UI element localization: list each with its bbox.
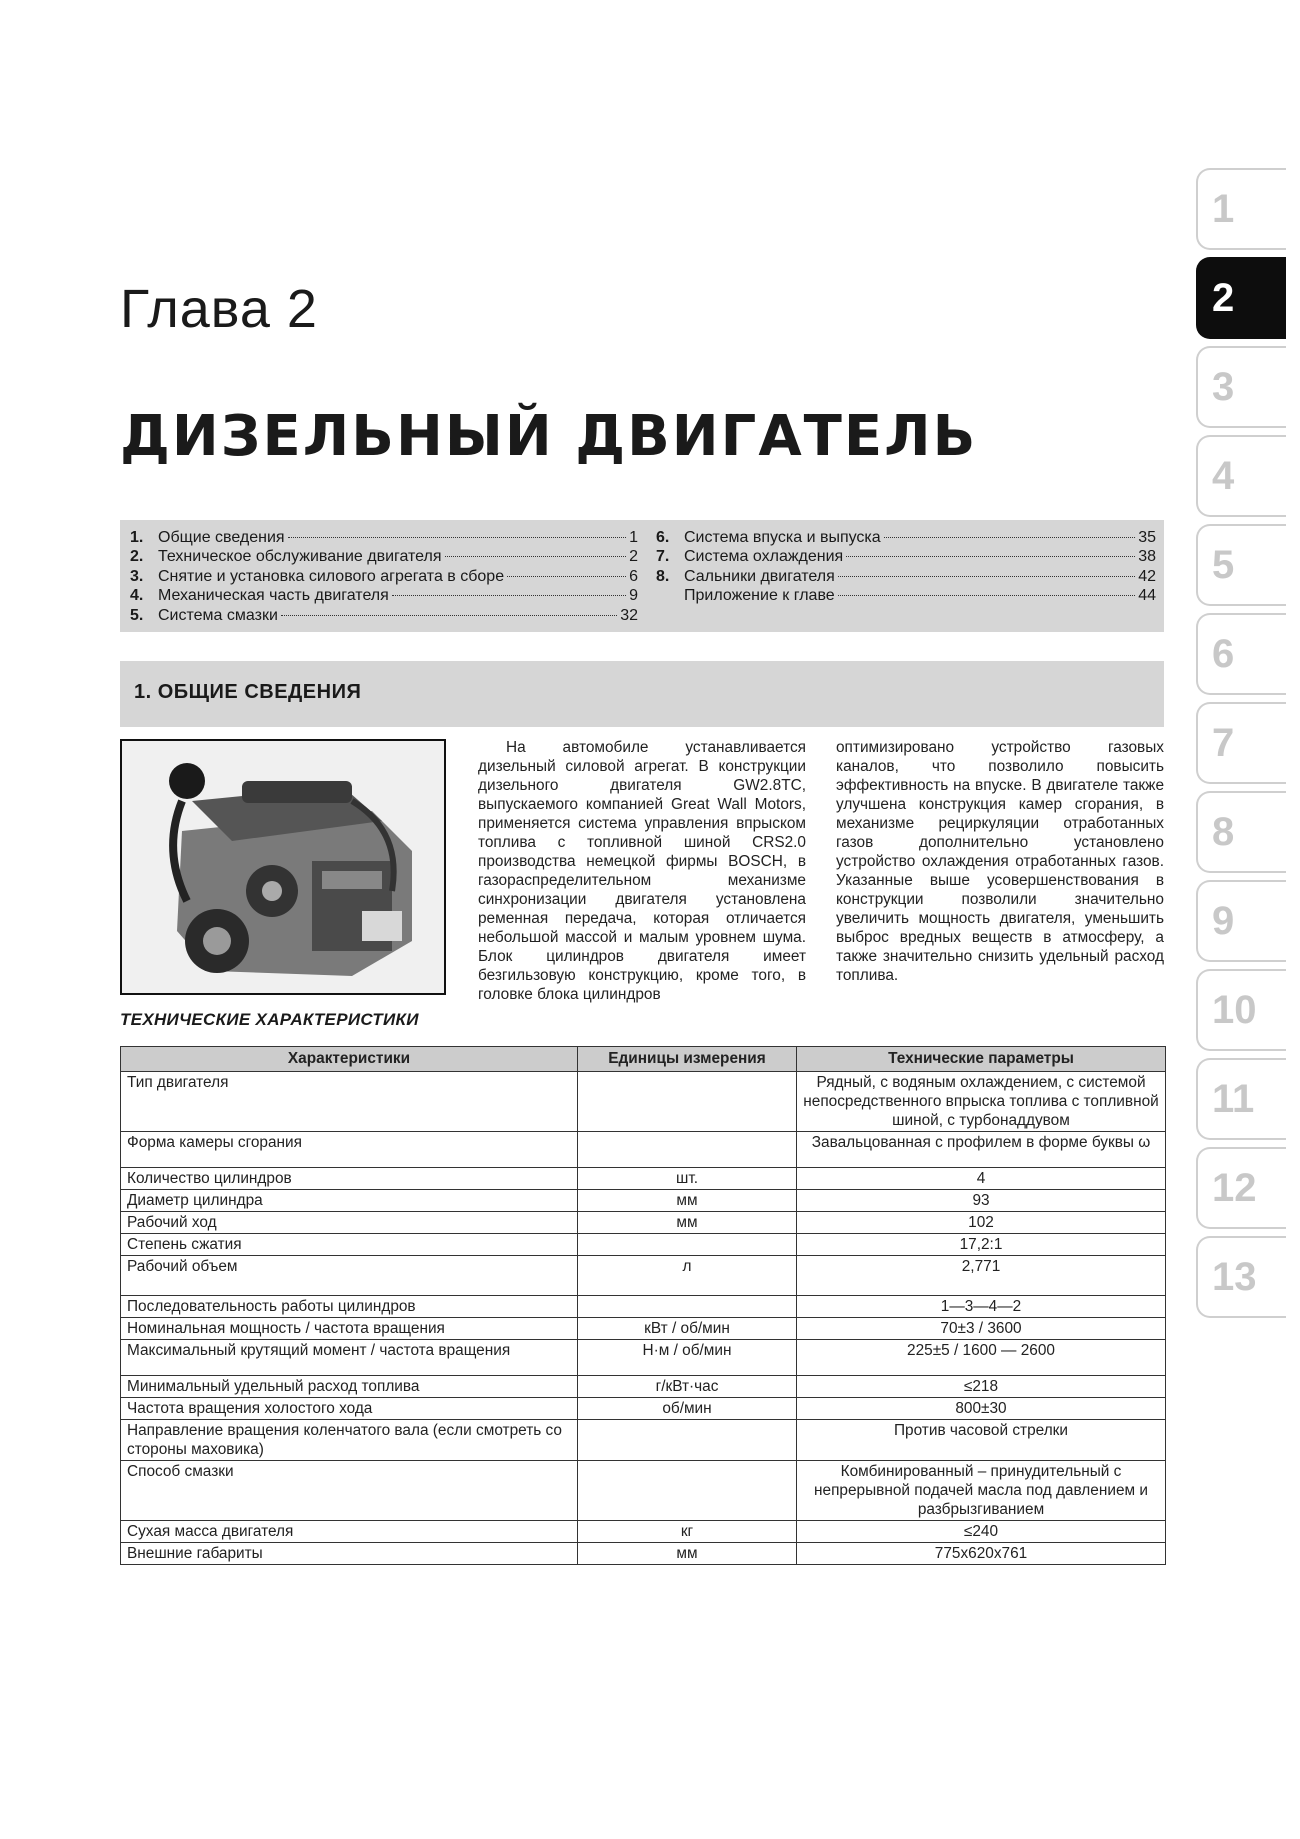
header-units: Единицы измерения (578, 1047, 797, 1072)
spec-table (120, 1046, 1166, 1565)
spec-cell-parameter: 2,771 (797, 1256, 1166, 1296)
table-row (121, 1461, 1166, 1521)
table-row (121, 1521, 1166, 1543)
spec-cell-characteristic: Последовательность работы цилиндров (121, 1296, 578, 1318)
chapter-label: Глава 2 (120, 279, 318, 339)
table-row (121, 1376, 1166, 1398)
spec-header-row (121, 1047, 1166, 1072)
spec-cell-parameter: 225±5 / 1600 — 2600 (797, 1340, 1166, 1376)
table-row (121, 1296, 1166, 1318)
toc-entry[interactable] (656, 568, 1156, 587)
toc-leader-dots (838, 595, 1136, 596)
spec-cell-parameter: 70±3 / 3600 (797, 1318, 1166, 1340)
toc-number: 5. (130, 606, 144, 624)
spec-cell-unit (578, 1461, 797, 1521)
spec-cell-characteristic: Частота вращения холостого хода (121, 1398, 578, 1420)
toc-page-number: 35 (1138, 529, 1156, 546)
toc-number: 8. (656, 567, 670, 585)
toc-entry[interactable] (130, 568, 638, 587)
toc-page-number: 42 (1138, 567, 1156, 585)
chapter-title: ДИЗЕЛЬНЫЙ ДВИГАТЕЛЬ (120, 404, 978, 469)
toc-leader-dots (838, 576, 1135, 577)
toc-number: 1. (130, 529, 144, 546)
toc-entry[interactable] (656, 529, 1156, 548)
spec-cell-characteristic: Рабочий ход (121, 1212, 578, 1234)
table-of-contents (120, 520, 1164, 632)
toc-title: Приложение к главе (684, 587, 835, 605)
spec-cell-unit (578, 1420, 797, 1461)
toc-entry[interactable] (656, 587, 1156, 606)
table-row (121, 1190, 1166, 1212)
spec-cell-unit: кг (578, 1521, 797, 1543)
spec-cell-parameter: 1—3—4—2 (797, 1296, 1166, 1318)
spec-cell-characteristic: Сухая масса двигателя (121, 1521, 578, 1543)
spec-cell-parameter: 800±30 (797, 1398, 1166, 1420)
spec-cell-unit (578, 1132, 797, 1168)
chapter-tab-6[interactable]: 6 (1196, 613, 1286, 695)
spec-cell-characteristic: Форма камеры сгорания (121, 1132, 578, 1168)
section-title: 1. ОБЩИЕ СВЕДЕНИЯ (134, 681, 362, 703)
spec-cell-parameter: 102 (797, 1212, 1166, 1234)
toc-number: 2. (130, 548, 144, 566)
toc-title: Система смазки (158, 606, 278, 624)
toc-leader-dots (846, 556, 1135, 557)
toc-page-number: 44 (1138, 587, 1156, 605)
toc-page-number: 6 (629, 567, 638, 585)
spec-cell-characteristic: Максимальный крутящий момент / частота вращения (121, 1340, 578, 1376)
chapter-tabs (1196, 168, 1286, 1325)
toc-leader-dots (445, 556, 627, 557)
table-row (121, 1340, 1166, 1376)
toc-leader-dots (884, 537, 1136, 538)
chapter-tab-7[interactable]: 7 (1196, 702, 1286, 784)
toc-number: 3. (130, 567, 144, 585)
section-header (120, 661, 1164, 727)
toc-leader-dots (281, 615, 617, 616)
toc-title: Система охлаждения (684, 548, 844, 566)
spec-cell-characteristic: Внешние габариты (121, 1543, 578, 1565)
toc-title: Техническое обслуживание двигателя (158, 548, 442, 566)
table-row (121, 1132, 1166, 1168)
spec-cell-unit: л (578, 1256, 797, 1296)
toc-entry[interactable] (130, 529, 638, 548)
spec-caption: ТЕХНИЧЕСКИЕ ХАРАКТЕРИСТИКИ (120, 1010, 419, 1029)
spec-cell-characteristic: Минимальный удельный расход топлива (121, 1376, 578, 1398)
toc-leader-dots (507, 576, 626, 577)
spec-cell-unit: об/мин (578, 1398, 797, 1420)
chapter-tab-13[interactable]: 13 (1196, 1236, 1286, 1318)
spec-cell-characteristic: Номинальная мощность / частота вращения (121, 1318, 578, 1340)
chapter-tab-10[interactable]: 10 (1196, 969, 1286, 1051)
spec-cell-unit: кВт / об/мин (578, 1318, 797, 1340)
engine-illustration (122, 741, 444, 993)
chapter-tab-12[interactable]: 12 (1196, 1147, 1286, 1229)
toc-title: Система впуска и выпуска (684, 529, 881, 546)
spec-cell-unit: Н·м / об/мин (578, 1340, 797, 1376)
spec-cell-parameter: Комбинированный – принудительный с непрерывной подачей масла под давлением и разбрызгиванием (797, 1461, 1166, 1521)
toc-page-number: 9 (629, 587, 638, 605)
body-text-column-2: оптимизировано устройство газовых каналов, что позволило повысить эффективность на впуске. В двигателе также улучшена конструкция камер сгорания, в механизме рециркуляции отработанных газов дополнительно установлено устройство охлаждения отработанных газов. Указанные выше усовершенствования в конструкции позволили значительно увеличить мощность двигателя, уменьшить выброс вредных веществ в атмосферу, а также значительно снизить удельный расход топлива. (836, 739, 1164, 984)
toc-column-right (656, 529, 1156, 607)
spec-cell-unit: шт. (578, 1168, 797, 1190)
chapter-tab-11[interactable]: 11 (1196, 1058, 1286, 1140)
toc-number: 6. (656, 529, 670, 546)
table-row (121, 1212, 1166, 1234)
spec-cell-parameter: Рядный, с водяным охлаждением, с системой непосредственного впрыска топлива с топливной шиной, с турбонаддувом (797, 1072, 1166, 1132)
chapter-tab-3[interactable]: 3 (1196, 346, 1286, 428)
spec-cell-unit: мм (578, 1212, 797, 1234)
spec-cell-characteristic: Рабочий объем (121, 1256, 578, 1296)
chapter-tab-4[interactable]: 4 (1196, 435, 1286, 517)
table-row (121, 1234, 1166, 1256)
spec-cell-unit (578, 1296, 797, 1318)
spec-cell-parameter: 17,2:1 (797, 1234, 1166, 1256)
table-row (121, 1168, 1166, 1190)
chapter-tab-1[interactable]: 1 (1196, 168, 1286, 250)
spec-cell-unit: мм (578, 1543, 797, 1565)
spec-cell-unit: мм (578, 1190, 797, 1212)
toc-column-left (130, 529, 638, 626)
toc-page-number: 1 (629, 529, 638, 546)
spec-cell-characteristic: Тип двигателя (121, 1072, 578, 1132)
toc-entry[interactable] (130, 607, 638, 626)
toc-leader-dots (392, 595, 626, 596)
body-text-column-1: На автомобиле устанавливается дизельный силовой агрегат. В конструкции дизельного двигателя GW2.8TC, выпускаемого компанией Great Wall Motors, применяется система управления впрыском топлива с топливной шиной CRS2.0 производства немецкой фирмы BOSCH, в газораспределительном механизме синхронизации двигателя установлена ременная передача, которая отличается небольшой массой и малым уровнем шума. Блок цилиндров двигателя имеет безгильзовую конструкцию, кроме того, в головке блока цилиндров (478, 739, 806, 1003)
toc-title: Снятие и установка силового агрегата в сборе (158, 567, 505, 585)
table-row (121, 1420, 1166, 1461)
toc-number: 4. (130, 587, 144, 605)
table-row (121, 1318, 1166, 1340)
toc-entry[interactable] (656, 548, 1156, 567)
toc-page-number: 38 (1138, 548, 1156, 566)
table-row (121, 1543, 1166, 1565)
engine-photo (120, 739, 446, 995)
table-row (121, 1072, 1166, 1132)
spec-cell-parameter: Завальцованная с профилем в форме буквы ω (797, 1132, 1166, 1168)
spec-cell-parameter: Против часовой стрелки (797, 1420, 1166, 1461)
spec-cell-characteristic: Количество цилиндров (121, 1168, 578, 1190)
toc-title: Общие сведения (158, 529, 285, 546)
toc-leader-dots (288, 537, 627, 538)
spec-cell-parameter: 775х620х761 (797, 1543, 1166, 1565)
spec-cell-parameter: 93 (797, 1190, 1166, 1212)
toc-title: Механическая часть двигателя (158, 587, 389, 605)
chapter-tab-9[interactable]: 9 (1196, 880, 1286, 962)
chapter-tab-2[interactable]: 2 (1196, 257, 1286, 339)
spec-cell-unit (578, 1072, 797, 1132)
spec-cell-parameter: 4 (797, 1168, 1166, 1190)
table-row (121, 1398, 1166, 1420)
spec-cell-parameter: ≤240 (797, 1521, 1166, 1543)
spec-cell-characteristic: Направление вращения коленчатого вала (если смотреть со стороны маховика) (121, 1420, 578, 1461)
chapter-tab-8[interactable]: 8 (1196, 791, 1286, 873)
spec-cell-characteristic: Способ смазки (121, 1461, 578, 1521)
spec-cell-parameter: ≤218 (797, 1376, 1166, 1398)
toc-title: Сальники двигателя (684, 567, 835, 585)
table-row (121, 1256, 1166, 1296)
spec-cell-characteristic: Степень сжатия (121, 1234, 578, 1256)
chapter-tab-5[interactable]: 5 (1196, 524, 1286, 606)
toc-entry[interactable] (130, 548, 638, 567)
spec-cell-characteristic: Диаметр цилиндра (121, 1190, 578, 1212)
spec-cell-unit: г/кВт·час (578, 1376, 797, 1398)
toc-number: 7. (656, 548, 670, 566)
spec-cell-unit (578, 1234, 797, 1256)
header-parameters: Технические параметры (797, 1047, 1166, 1072)
toc-page-number: 32 (620, 606, 638, 624)
toc-page-number: 2 (629, 548, 638, 566)
header-characteristics: Характеристики (121, 1047, 578, 1072)
toc-entry[interactable] (130, 587, 638, 606)
